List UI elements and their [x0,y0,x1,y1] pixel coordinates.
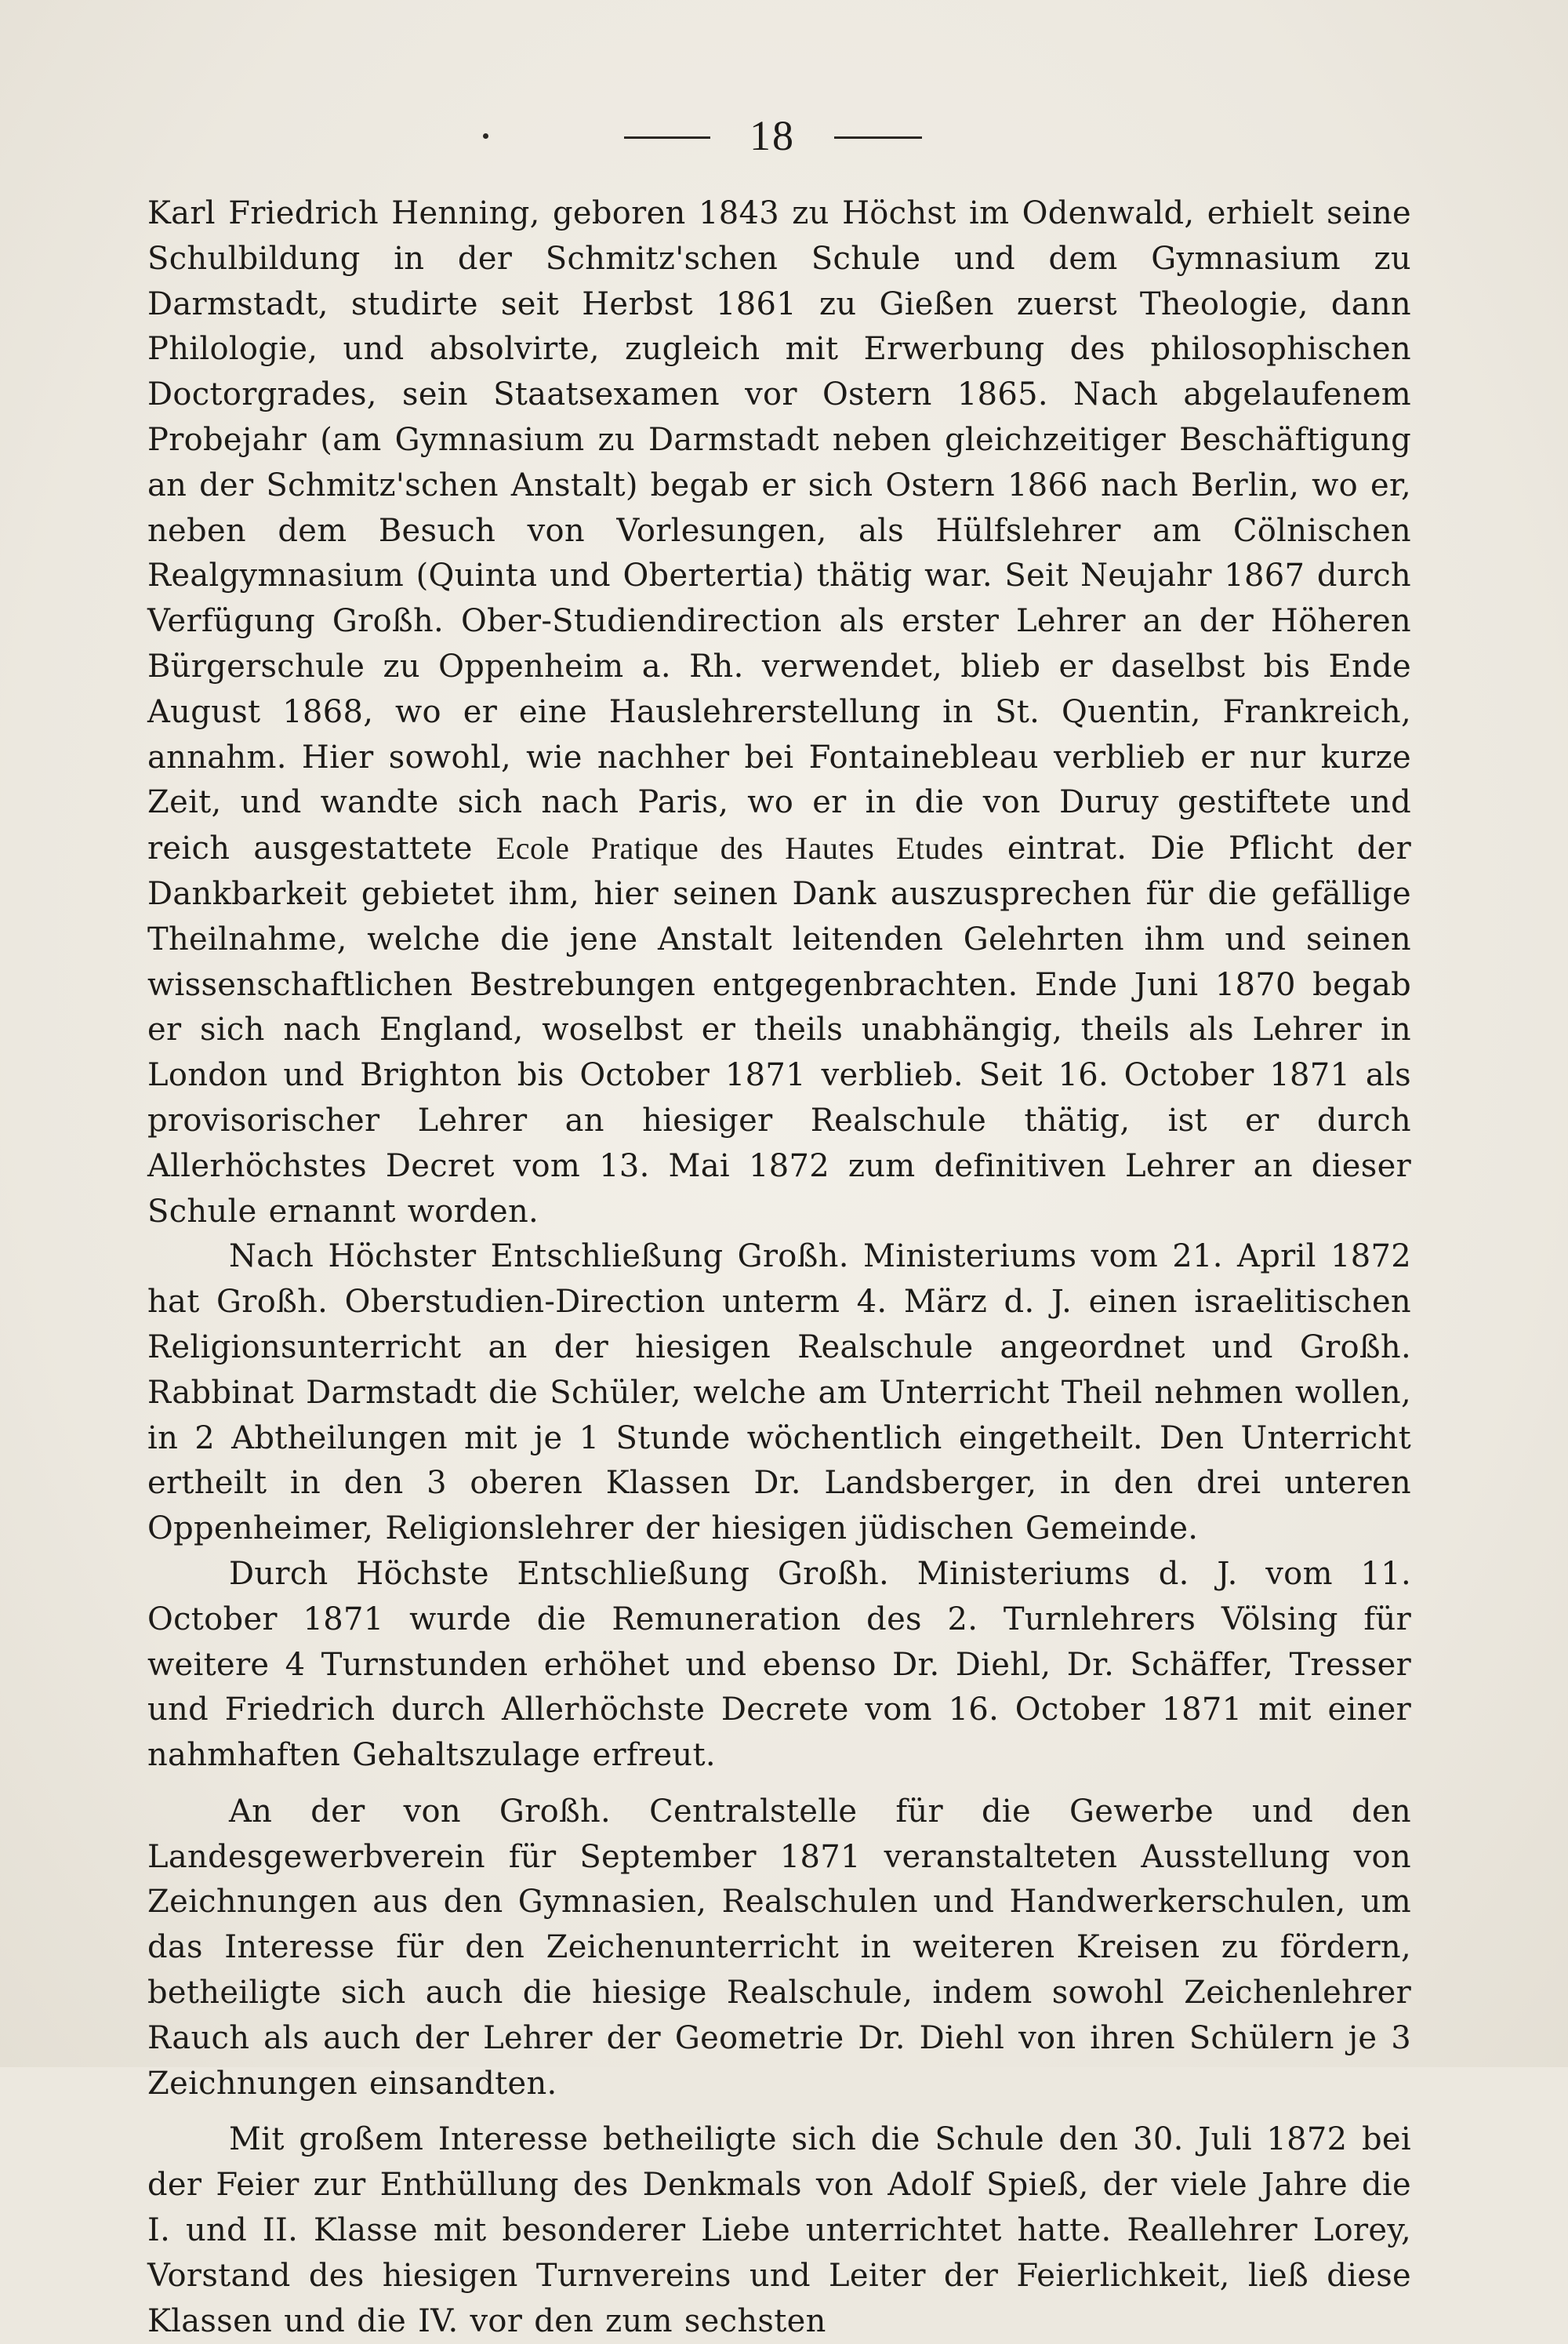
header-rule-left [624,136,710,139]
paragraph-remuneration: Durch Höchste Entschließung Großh. Ministeriums d. J. vom 11. October 1871 wurde die Remuneration des 2. Turnlehrers Völsing für weitere 4 Turnstunden erhöhet und ebenso Dr. Diehl, Dr. Schäffer, Tresser und Friedrich durch Allerhöchste Decrete vom 16. October 1871 mit einer nahmhaften Gehaltszulage erfreut. [147,1555,1411,1774]
latin-type-phrase: Ecole Pratique des Hautes Etudes [495,830,984,867]
header-rule-right [834,136,922,139]
paragraph-text-part: Karl Friedrich Henning, geboren 1843 zu Höchst im Odenwald, erhielt seine Schulbildung in der Schmitz'schen Schule und dem Gymnasium zu Darmstadt, studirte seit Herbst 1861 zu Gießen zuerst Theologie, dann Philologie, und absolvirte, zugleich mit Erwerbung des philosophischen Doctorgrades, sein Staatsexamen vor Ostern 1865. Nach abgelaufenem Probejahr (am Gymnasium zu Darmstadt neben gleichzeitiger Beschäftigung an der Schmitz'schen Anstalt) begab er sich Ostern 1866 nach Berlin, wo er, neben dem Besuch von Vorlesungen, als Hülfslehrer am Cölnischen Realgymnasium (Quinta und Obertertia) thätig war. Seit Neujahr 1867 durch Verfügung Großh. Ober-Studiendirection als erster Lehrer an der Höheren Bürgerschule zu Oppenheim a. Rh. verwendet, blieb er daselbst bis Ende August 1868, wo er eine Hauslehrerstellung in St. Quentin, Frankreich, annahm. Hier sowohl, wie nachher bei Fontainebleau verblieb er nur kurze Zeit, und wandte sich nach Paris, wo er in die von Duruy gestiftete und reich ausgestattete [147,195,1411,867]
page-header [0,108,1568,163]
paragraph-text-part: eintrat. Die Pflicht der Dankbarkeit gebietet ihm, hier seinen Dank auszusprechen für die gefällige Theilnahme, welche die jene Anstalt leitenden Gelehrten ihm und seinen wissenschaftlichen Bestrebungen entgegenbrachten. Ende Juni 1870 begab er sich nach England, woselbst er theils unabhängig, theils als Lehrer in London und Brighton bis October 1871 verblieb. Seit 16. October 1871 als provisorischer Lehrer an hiesiger Realschule thätig, ist er durch Allerhöchstes Decret vom 13. Mai 1872 zum definitiven Lehrer an dieser Schule ernannt worden. [147,830,1411,1230]
paragraph-drawing-exhibition: An der von Großh. Centralstelle für die Gewerbe und den Landesgewerbverein für September 1871 veranstalteten Ausstellung von Zeichnungen aus den Gymnasien, Realschulen und Handwerkerschulen, um das Interesse für den Zeichenunterricht in weiteren Kreisen zu fördern, betheiligte sich auch die hiesige Realschule, indem sowohl Zeichenlehrer Rauch als auch der Lehrer der Geometrie Dr. Diehl von ihren Schülern je 3 Zeichnungen einsandten. [147,1793,1411,2102]
paragraph-henning-biography [147,191,1411,1234]
paragraph-religious-instruction: Nach Höchster Entschließung Großh. Ministeriums vom 21. April 1872 hat Großh. Oberstudien-Direction unterm 4. März d. J. einen israelitischen Religionsunterricht an der hiesigen Realschule angeordnet und Großh. Rabbinat Darmstadt die Schüler, welche am Unterricht Theil nehmen wollen, in 2 Abtheilungen mit je 1 Stunde wöchentlich eingetheilt. Den Unterricht ertheilt in den 3 oberen Klassen Dr. Landsberger, in den drei unteren Oppenheimer, Religionslehrer der hiesigen jüdischen Gemeinde. [147,1238,1411,1547]
body-text [147,191,1411,2344]
paragraph-monument-ceremony: Mit großem Interesse betheiligte sich die Schule den 30. Juli 1872 bei der Feier zur Enthüllung des Denkmals von Adolf Spieß, der viele Jahre die I. und II. Klasse mit besonderer Liebe unterrichtet hatte. Reallehrer Lorey, Vorstand des hiesigen Turnvereins und Leiter der Feierlichkeit, ließ diese Klassen und die IV. vor den zum sechsten [147,2121,1411,2339]
header-dot [483,133,488,139]
page-number: 18 [750,112,795,159]
